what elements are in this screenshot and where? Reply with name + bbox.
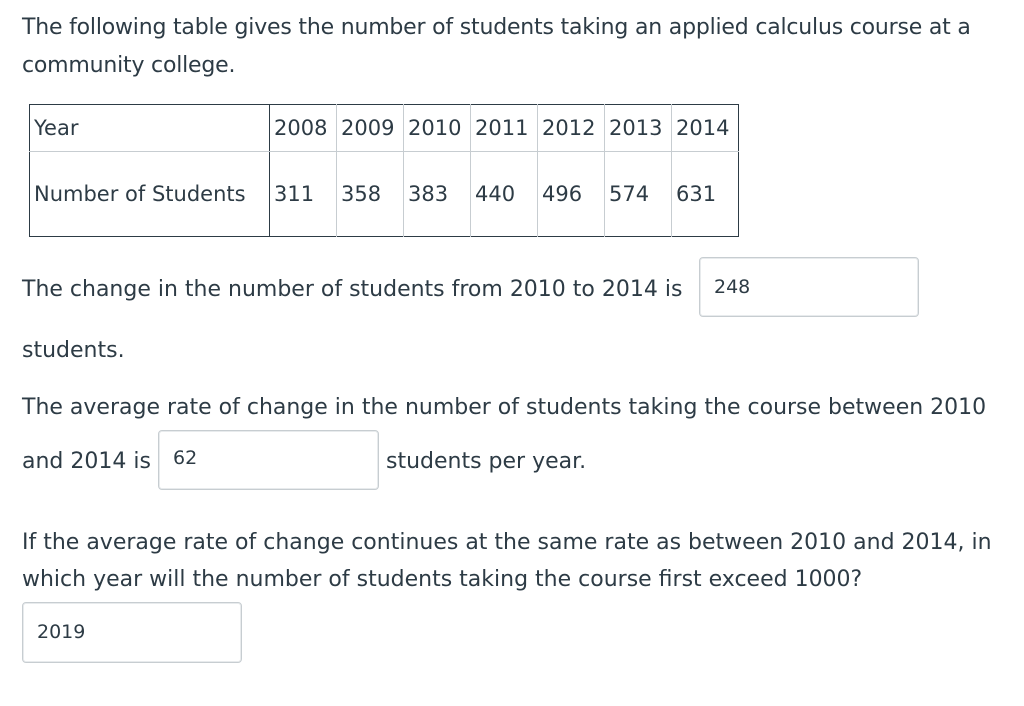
- question2-line1: The average rate of change in the number of students taking the course between 2010: [22, 395, 987, 420]
- question2-prefix: and 2014 is: [22, 449, 151, 474]
- question3-line2: which year will the number of students taking the course first exceed 1000?: [22, 567, 863, 592]
- students-cell: 631: [672, 152, 739, 237]
- students-table: [29, 104, 739, 237]
- year-cell: 2013: [605, 105, 672, 152]
- row-header-students: Number of Students: [30, 152, 270, 237]
- question1-prefix: The change in the number of students from 2010 to 2014 is: [22, 277, 683, 302]
- answer2-input[interactable]: 62: [158, 430, 379, 490]
- question1-suffix: students.: [22, 338, 125, 363]
- table-row-years: [30, 105, 739, 152]
- year-cell: 2009: [337, 105, 404, 152]
- question3-line1: If the average rate of change continues at the same rate as between 2010 and 2014, in: [22, 530, 992, 555]
- intro-text: The following table gives the number of students taking an applied calculus course at a community college.: [22, 15, 971, 78]
- answer3-input[interactable]: 2019: [22, 602, 242, 663]
- question2-suffix: students per year.: [386, 449, 587, 474]
- students-cell: 383: [404, 152, 471, 237]
- year-cell: 2010: [404, 105, 471, 152]
- table-row-students: [30, 152, 739, 237]
- year-cell: 2008: [270, 105, 337, 152]
- students-cell: 358: [337, 152, 404, 237]
- year-cell: 2011: [471, 105, 538, 152]
- students-cell: 574: [605, 152, 672, 237]
- year-cell: 2014: [672, 105, 739, 152]
- students-cell: 440: [471, 152, 538, 237]
- year-cell: 2012: [538, 105, 605, 152]
- answer1-input[interactable]: 248: [699, 257, 919, 317]
- students-cell: 311: [270, 152, 337, 237]
- students-cell: 496: [538, 152, 605, 237]
- row-header-year: Year: [30, 105, 270, 152]
